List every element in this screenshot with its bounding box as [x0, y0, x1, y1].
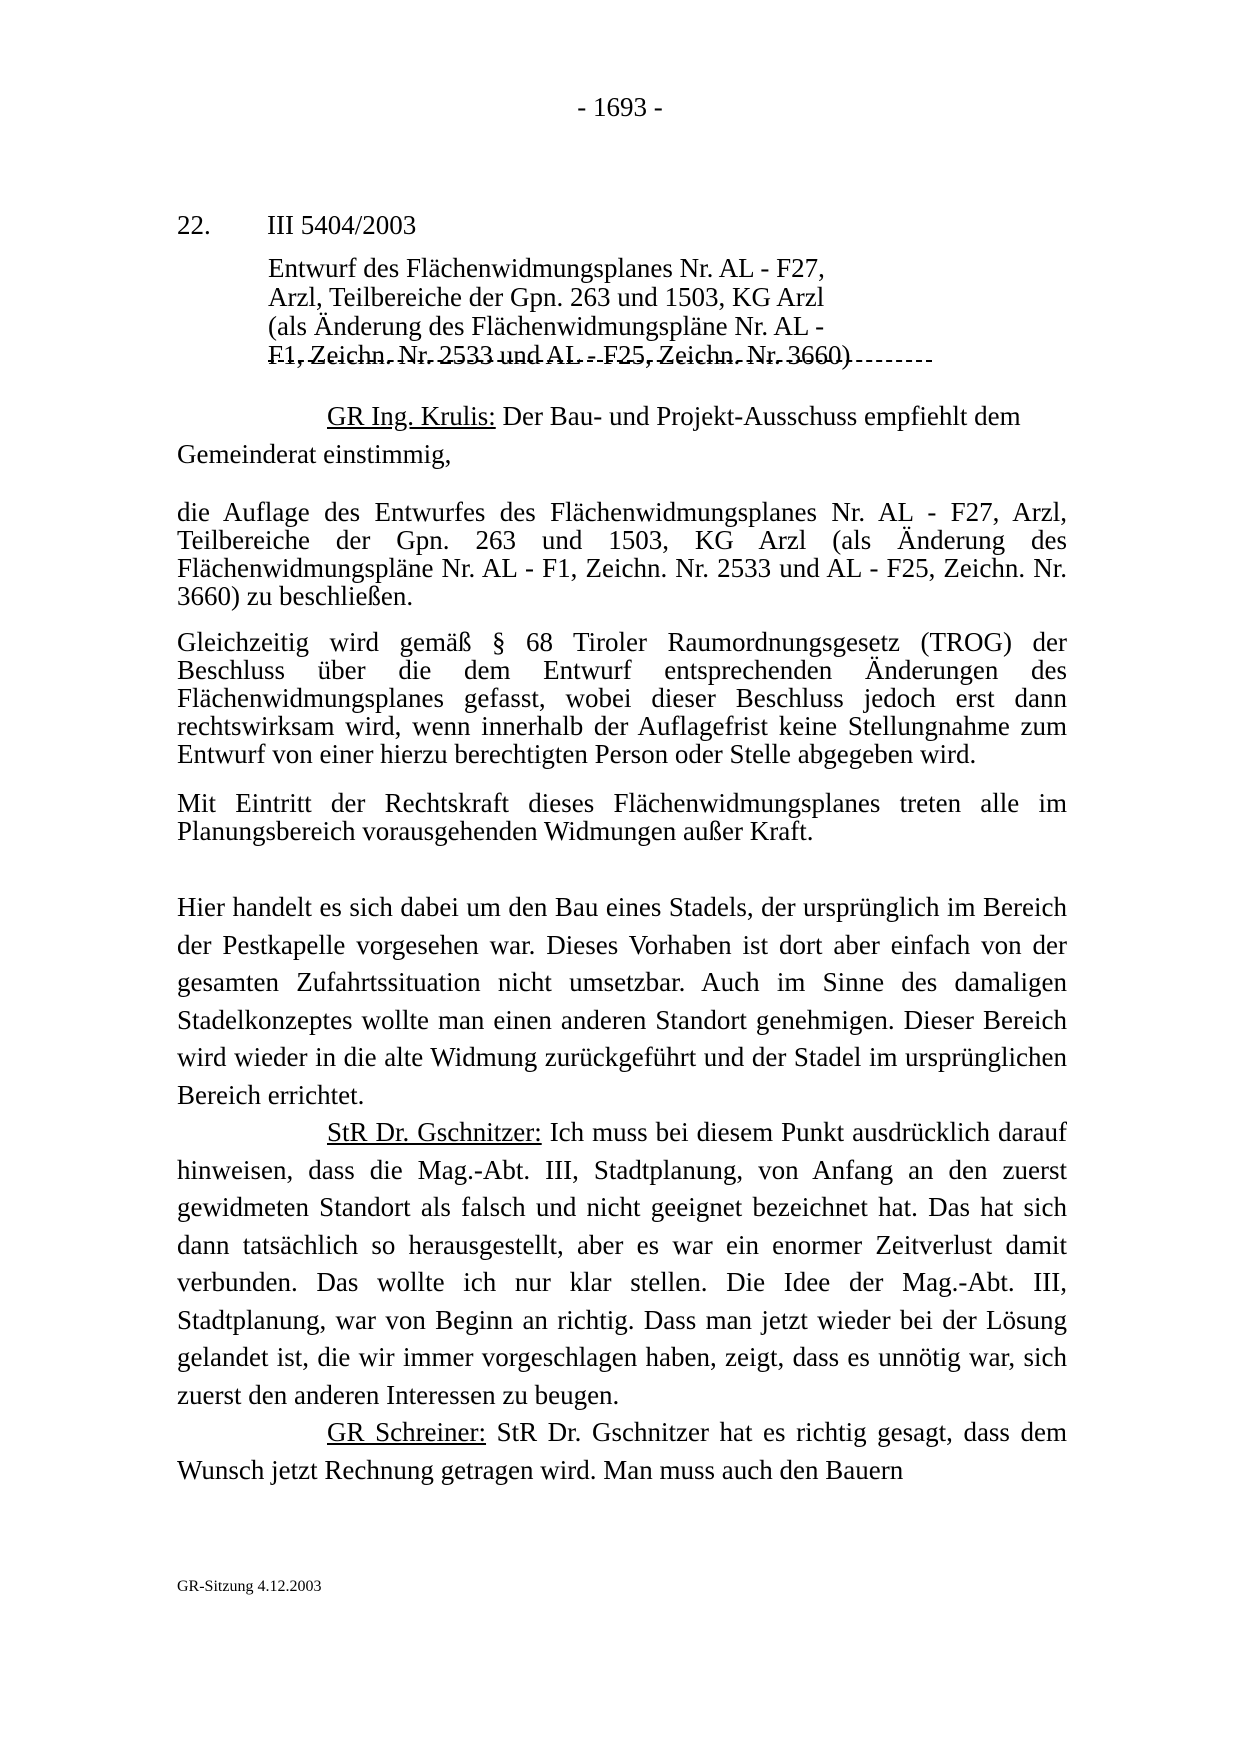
subject-line: F1, Zeichn. Nr. 2533 und AL - F25, Zeichn. Nr. 3660) — [268, 340, 851, 370]
subject-line: Arzl, Teilbereiche der Gpn. 263 und 1503, KG Arzl — [268, 282, 825, 312]
speaker-statement — [177, 1114, 1067, 1414]
statement-text: StR Dr. Gschnitzer hat es richtig gesagt, dass dem Wunsch jetzt Rechnung getragen wird. Man muss auch den Bauern — [177, 1417, 1067, 1485]
dashed-separator — [268, 360, 932, 362]
motion-paragraph: die Auflage des Entwurfes des Flächenwidmungsplanes Nr. AL - F27, Arzl, Teilbereiche der Gpn. 263 und 1503, KG Arzl (als Änderung des Flächenwidmungspläne Nr. AL - F1, Zeichn. Nr. 2533 und AL - F25, Zeichn. Nr. 3660) zu beschließen. — [177, 497, 1067, 611]
speaker-name: StR Dr. Gschnitzer: — [327, 1117, 542, 1147]
speaker-name: GR Ing. Krulis: — [327, 401, 496, 431]
agenda-item-number: 22. — [177, 210, 211, 240]
agenda-item-header — [177, 210, 416, 241]
speaker-name: GR Schreiner: — [327, 1417, 487, 1447]
agenda-item-reference: III 5404/2003 — [267, 210, 417, 240]
speaker-statement — [177, 1414, 1067, 1489]
motion-paragraph: Gleichzeitig wird gemäß § 68 Tiroler Raumordnungsgesetz (TROG) der Beschluss über die dem Entwurf entsprechenden Änderungen des Flächenwidmungsplanes gefasst, wobei dieser Beschluss jedoch erst dann rechtswirksam wird, wenn innerhalb der Auflagefrist keine Stellungnahme zum Entwurf von einer hierzu berechtigten Person oder Stelle abgegeben wird. — [177, 627, 1067, 769]
motion-paragraph: Mit Eintritt der Rechtskraft dieses Flächenwidmungsplanes treten alle im Planungsbereich vorausgehenden Widmungen außer Kraft. — [177, 788, 1067, 846]
page-number: - 1693 - — [577, 92, 663, 122]
committee-recommendation — [177, 397, 1067, 473]
agenda-item-subject — [268, 254, 850, 370]
discussion-paragraph: Hier handelt es sich dabei um den Bau eines Stadels, der ursprünglich im Bereich der Pestkapelle vorgesehen war. Dieses Vorhaben ist dort aber einfach von der gesamten Zufahrtssituation nicht umsetzbar. Auch im Sinne des damaligen Stadelkonzeptes wollte man einen anderen Standort genehmigen. Dieser Bereich wird wieder in die alte Widmung zurückgeführt und der Stadel im ursprünglichen Bereich errichtet. — [177, 892, 1067, 1110]
statement-text: Ich muss bei diesem Punkt ausdrücklich darauf hinweisen, dass die Mag.-Abt. III, Stadtplanung, von Anfang an den zuerst gewidmeten Standort als falsch und nicht geeignet bezeichnet hat. Das hat sich dann tatsächlich so herausgestellt, aber es war ein enormer Zeitverlust damit verbunden. Das wollte ich nur klar stellen. Die Idee der Mag.-Abt. III, Stadtplanung, war von Beginn an richtig. Dass man jetzt wieder bei der Lösung gelandet ist, die wir immer vorgeschlagen haben, zeigt, dass es unnötig war, sich zuerst den anderen Interessen zu beugen. — [177, 1117, 1067, 1410]
recommendation-text: Der Bau- und Projekt-Ausschuss empfiehlt dem Gemeinderat einstimmig, — [177, 401, 1021, 469]
page-footer: GR-Sitzung 4.12.2003 — [177, 1578, 322, 1595]
subject-line: (als Änderung des Flächenwidmungspläne Nr. AL - — [268, 311, 825, 341]
subject-line: Entwurf des Flächenwidmungsplanes Nr. AL - F27, — [268, 253, 825, 283]
